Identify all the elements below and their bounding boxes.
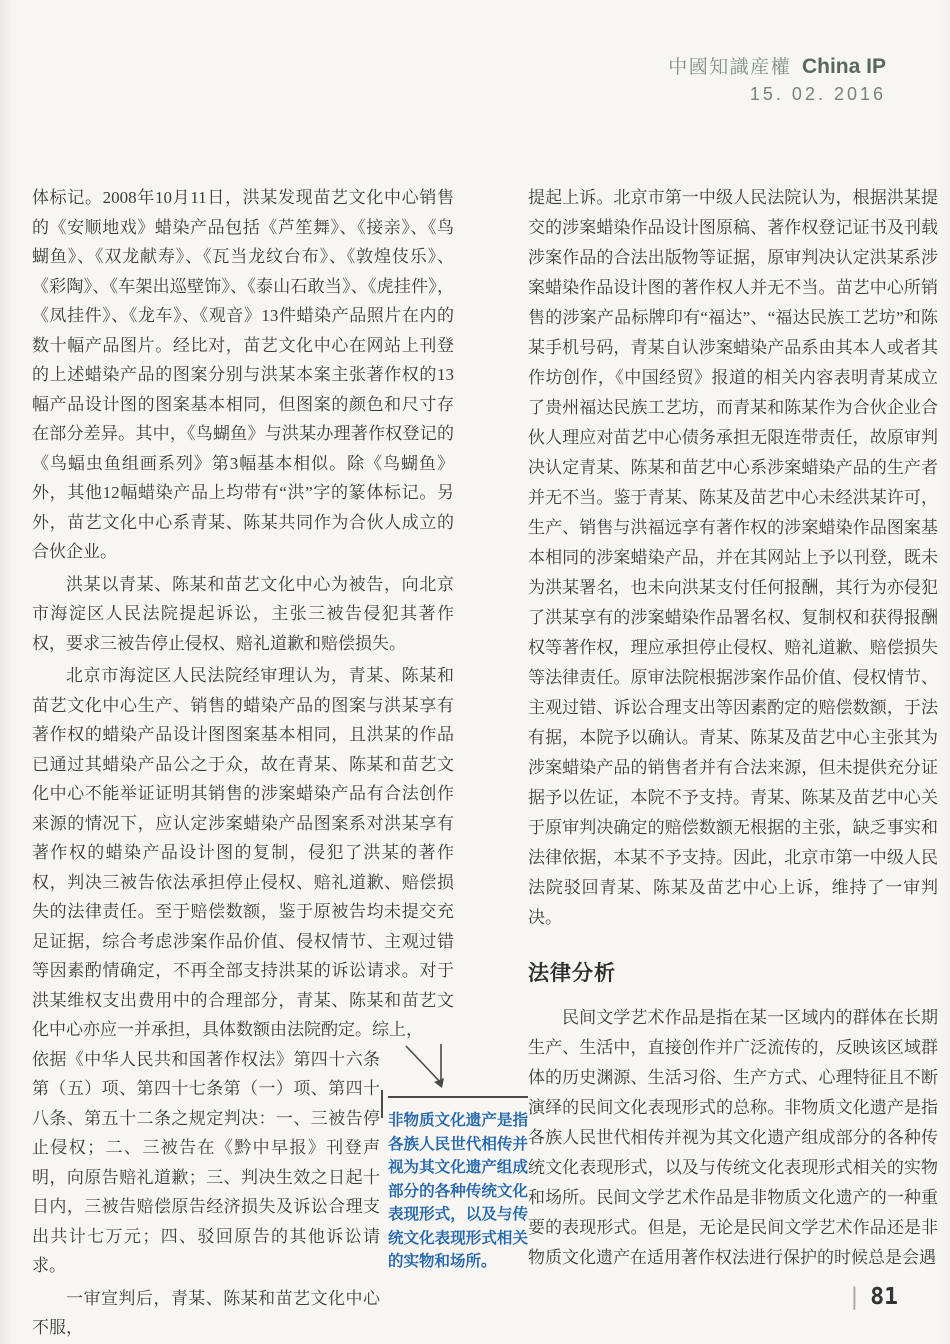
left-paragraph-4: 一审宣判后，青某、陈某和苗艺文化中心不服， bbox=[32, 1288, 380, 1337]
left-paragraph-continuation: 体标记。2008年10月11日，洪某发现苗艺文化中心销售的《安顺地戏》蜡染产品包括《芦笙舞》、《接亲》、《鸟蝴鱼》、《双龙献寿》、《瓦当龙纹台布》、《敦煌伎乐》、《彩陶》、《车架出巡壁饰》、《泰山石敢当》、《虎挂件》，《凤挂件》、《龙车》、《观音》13件蜡染产品照片在内的数十幅产品图片。经比对，苗艺文化中心在网站上刊登的上述蜡染产品的图案分别与洪某本案主张著作权的13幅产品设计图的图案基本相同，但图案的颜色和尺寸存在部分差异。其中，《鸟蝴鱼》与洪某办理著作权登记的《鸟蝠虫鱼组画系列》第3幅基本相似。除《鸟蝴鱼》外，其他12幅蜡染产品上均带有“洪”字的篆体标记。另外，苗艺文化中心系青某、陈某共同作为合伙人成立的合伙企业。 bbox=[32, 188, 454, 561]
page-header bbox=[668, 54, 886, 106]
section-heading-legal-analysis: 法律分析 bbox=[528, 962, 616, 985]
left-paragraph-3a: 北京市海淀区人民法院经审理认为，青某、陈某和苗艺文化中心生产、销售的蜡染产品的图案与洪某享有著作权的蜡染产品设计图图案基本相同，且洪某的作品已通过其蜡染产品公之于众，故在青某、陈某和苗艺文化中心不能举证证明其销售的涉案蜡染产品有合法创作来源的情况下，应认定涉案蜡染产品图案系对洪某享有著作权的蜡染产品设计图的复制，侵犯了洪某的著作权，判决三被告依法承担停止侵权、赔礼道歉、赔偿损失的法律责任。至于赔偿数额，鉴于原被告均未提交充足证据，综合考虑涉案作品价值、侵权情节、主观过错等因素酌情确定，不再全部支持洪某的诉讼请求。对于洪某维权支出费用中的合理部分，青某、陈某和苗艺文化中心亦应一并承担，具体数额由法院酌定。综上， bbox=[32, 666, 454, 1039]
page-number-divider: | bbox=[847, 1284, 862, 1310]
pull-quote-text: 非物质文化遗产是指各族人民世代相传并视为其文化遗产组成部分的各种传统文化表现形式，以及与传统文化表现形式相关的实物和场所。 bbox=[388, 1112, 528, 1270]
pull-quote-box bbox=[388, 1042, 528, 1274]
pull-quote-rule bbox=[388, 1096, 528, 1098]
left-paragraph-2: 洪某以青某、陈某和苗艺文化中心为被告，向北京市海淀区人民法院提起诉讼，主张三被告侵犯其著作权，要求三被告停止侵权、赔礼道歉和赔偿损失。 bbox=[32, 574, 454, 653]
magazine-title-zh: 中國知識産權 bbox=[668, 57, 792, 78]
right-paragraph-continuation: 提起上诉。北京市第一中级人民法院认为，根据洪某提交的涉案蜡染作品设计图原稿、著作权登记证书及刊载涉案作品的合法出版物等证据，原审判决认定洪某系涉案蜡染作品设计图的著作权人并无不当。苗艺中心所销售的涉案产品标牌印有“福达”、“福达民族工艺坊”和陈某手机号码，青某自认涉案蜡染产品系由其本人或者其作坊创作，《中国经贸》报道的相关内容表明青某成立了贵州福达民族工艺坊，而青某和陈某作为合伙企业合伙人理应对苗艺中心债务承担无限连带责任，故原审判决认定青某、陈某和苗艺中心系涉案蜡染产品的生产者并无不当。鉴于青某、陈某及苗艺中心未经洪某许可，生产、销售与洪福远享有著作权的涉案蜡染作品图案基本相同的涉案蜡染产品，并在其网站上予以刊登，既未为洪某署名，也未向洪某支付任何报酬，其行为亦侵犯了洪某享有的涉案蜡染作品署名权、复制权和获得报酬权等著作权，理应承担停止侵权、赔礼道歉、赔偿损失等法律责任。原审法院根据涉案作品价值、侵权情节、主观过错、诉讼合理支出等因素酌定的赔偿数额，于法有据，本院予以确认。青某、陈某及苗艺中心主张其为涉案蜡染产品的销售者并有合法来源，但未提供充分证据予以佐证，本院不予支持。青某、陈某及苗艺中心关于原审判决确定的赔偿数额无根据的主张，缺乏事实和法律依据，本某不予支持。因此，北京市第一中级人民法院驳回青某、陈某及苗艺中心上诉，维持了一审判决。 bbox=[528, 188, 938, 927]
right-paragraph-2: 民间文学艺术作品是指在某一区域内的群体在长期生产、生活中，直接创作并广泛流传的，反映该区域群体的历史渊源、生活习俗、生产方式、心理特征且不断演绎的民间文化表现形式的总称。非物质文化遗产是指各族人民世代相传并视为其文化遗产组成部分的各种传统文化表现形式，以及与传统文化表现形式相关的实物和场所。民间文学艺术作品是非物质文化遗产的一种重要的表现形式。但是，无论是民间文学艺术作品还是非物质文化遗产在适用著作权法进行保护的时候总是会遇 bbox=[528, 1008, 938, 1267]
arrow-down-right-icon bbox=[396, 1044, 448, 1092]
rule-end-tick bbox=[381, 1090, 383, 1118]
issue-date: 15. 02. 2016 bbox=[749, 84, 886, 105]
page-number-value: 81 bbox=[870, 1284, 898, 1310]
left-paragraph-3b: 依据《中华人民共和国著作权法》第四十六条第（五）项、第四十七条第（一）项、第四十八条、第五十二条之规定判决：一、三被告停止侵权；二、三被告在《黔中早报》刊登声明，向原告赔礼道歉；三、判决生效之日起十日内，三被告赔偿原告经济损失及诉讼合理支出共计七万元；四、驳回原告的其他诉讼请求。 bbox=[32, 1049, 380, 1275]
right-text-column bbox=[528, 183, 938, 1273]
magazine-title-en: China IP bbox=[801, 55, 886, 78]
magazine-title bbox=[668, 54, 886, 80]
page-number bbox=[847, 1284, 898, 1310]
